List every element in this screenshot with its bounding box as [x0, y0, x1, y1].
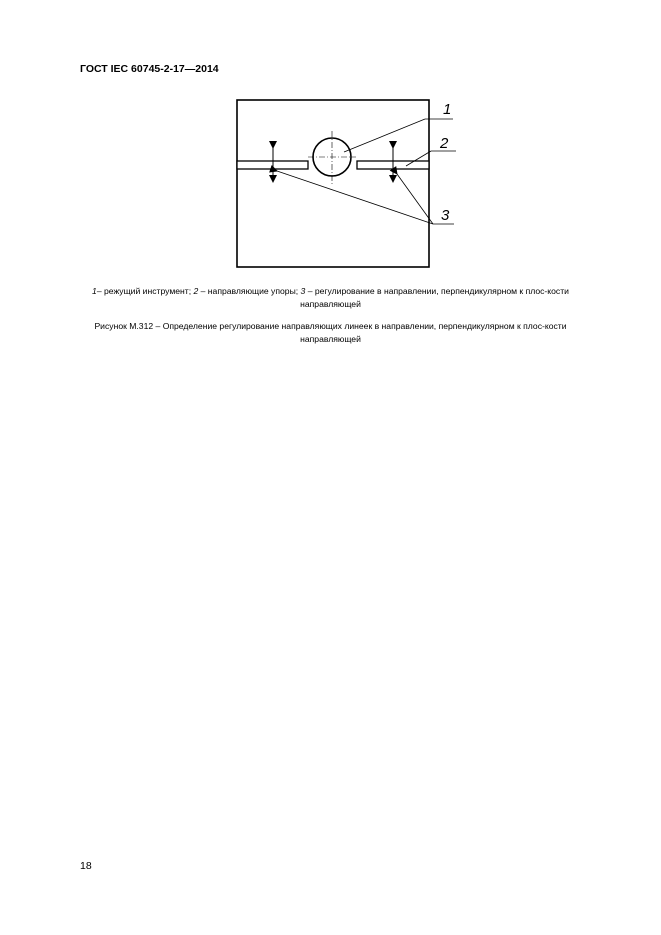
document-header: ГОСТ IEC 60745-2-17—2014 [80, 63, 219, 75]
label-3: 3 [441, 207, 450, 224]
leader-3-a [277, 171, 433, 224]
figure-legend [70, 285, 591, 311]
label-1: 1 [443, 101, 452, 118]
figure-caption: Рисунок М.312 – Определение регулирование направляющих линеек в направлении, перпендикулярном к плос-кости направляющей [94, 321, 567, 344]
label-2: 2 [440, 135, 449, 152]
legend-text-1: – режущий инструмент; [96, 286, 194, 296]
legend-num-1: 1 [92, 286, 97, 296]
page-number: 18 [80, 860, 92, 872]
legend-text-2: – направляющие упоры; [198, 286, 301, 296]
leader-1 [344, 119, 425, 152]
legend-num-2: 2 [193, 286, 199, 296]
legend-num-3: 3 [300, 286, 306, 296]
technical-drawing [228, 96, 468, 272]
leader-3-b [397, 174, 433, 224]
legend-text-3: – регулирование в направлении, перпендикулярном к плос-кости направляющей [300, 286, 569, 309]
figure-drawing [228, 96, 468, 272]
frame [237, 100, 429, 267]
